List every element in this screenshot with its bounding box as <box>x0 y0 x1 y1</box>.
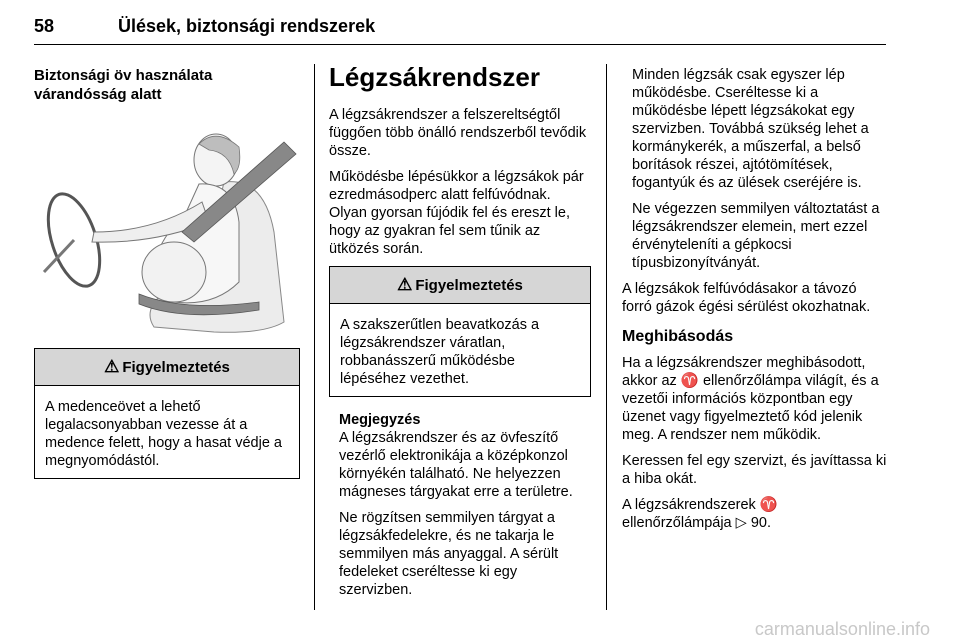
pregnant-seatbelt-illustration <box>34 122 300 334</box>
note-paragraph: A légzsákrendszer és az övfeszítő vezérlő elektronikája a középkonzol környékén található. Ne helyezzen mágneses tárgyakat erre a területre. <box>339 430 573 500</box>
column-left <box>34 62 300 479</box>
paragraph: A légzsákrendszer a felszereltségtől függően több önálló rendszerből tevődik össze. <box>329 107 587 159</box>
paragraph: Ne végezzen semmilyen változtatást a légzsákrendszer elemein, mert ezzel érvényteleníti a gépkocsi típusbizonyítványát. <box>632 201 880 271</box>
note-label: Megjegyzés <box>339 412 421 428</box>
warning-box <box>34 348 300 479</box>
page-reference-arrow-icon: ▷ <box>735 515 747 531</box>
page-number: 58 <box>34 16 55 36</box>
paragraph: Minden légzsák csak egyszer lép működésbe. Cseréltesse ki a működésbe lépett légzsákokat egy szervizben. Továbbá szükség lehet a kormánykerék, a műszerfal, a belső borítások részei, ajtótömítések, fogantyúk és az ülések cseréjére is. <box>632 67 869 191</box>
airbag-warning-lamp-icon: ♈ <box>759 497 778 513</box>
column-right <box>622 66 888 540</box>
section-subheading: Biztonsági öv használata várandósság alatt <box>34 67 213 103</box>
paragraph: A légzsákrendszerek ♈ ellenőrzőlámpája ▷ 90. <box>622 497 778 531</box>
paragraph: Keressen fel egy szervizt, és javíttassa ki a hiba okát. <box>622 453 887 487</box>
warning-header: ⚠ Figyelmeztetés <box>35 349 299 386</box>
indented-block <box>622 66 888 272</box>
column-middle <box>329 62 591 607</box>
section-heading: Meghibásodás <box>622 328 734 345</box>
note-paragraph: Ne rögzítsen semmilyen tárgyat a légzsákfedelekre, és ne takarja le semmilyen más anyaggal. A sérült fedeleket cseréltesse ki egy szervizben. <box>339 510 559 598</box>
section-heading: Légzsákrendszer <box>329 62 540 92</box>
airbag-warning-lamp-icon: ♈ <box>680 373 699 389</box>
warning-header: ⚠ Figyelmeztetés <box>330 267 590 304</box>
note-block <box>329 411 591 599</box>
warning-triangle-icon: ⚠ <box>397 275 413 294</box>
watermark: carmanualsonline.info <box>754 619 930 639</box>
paragraph: Ha a légzsákrendszer meghibásodott, akkor az ♈ ellenőrzőlámpa világít, és a vezetői információs központban egy üzenet vagy figyelmeztető kód jelenik meg. A rendszer nem működik. <box>622 355 879 443</box>
paragraph: Működésbe lépésükkor a légzsákok pár ezredmásodperc alatt felfúvódnak. Olyan gyorsan fújódik fel és ereszt le, hogy az gyakran fel sem tűnik az ütközés során. <box>329 169 584 257</box>
page-reference-link[interactable]: 90. <box>750 515 772 531</box>
page-title: Ülések, biztonsági rendszerek <box>118 16 376 36</box>
warning-body: A medenceövet a lehető legalacsonyabban vezesse át a medence felett, hogy a hasat védje a megnyomódástól. <box>45 399 282 469</box>
column-divider <box>606 64 607 610</box>
page-header <box>34 10 886 45</box>
warning-box <box>329 266 591 397</box>
warning-body: A szakszerűtlen beavatkozás a légzsákrendszer váratlan, robbanásszerű működésbe lépéséhez vezethet. <box>340 317 540 387</box>
column-divider <box>314 64 315 610</box>
warning-triangle-icon: ⚠ <box>104 357 120 376</box>
paragraph: A légzsákok felfúvódásakor a távozó forró gázok égési sérülést okozhatnak. <box>622 281 871 315</box>
